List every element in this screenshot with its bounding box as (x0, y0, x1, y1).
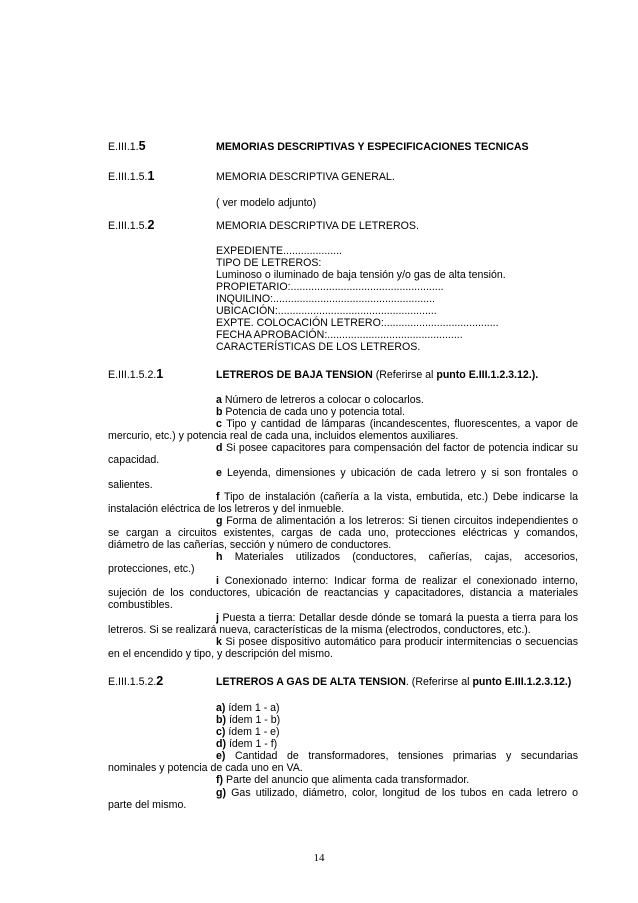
list-item-continuation: mercurio, etc.) y potencia real de cada una, incluidos elementos auxiliares. (108, 430, 459, 442)
list-item: i Conexionado interno: Indicar forma de realizar el conexionado interno, (216, 575, 578, 587)
list-item-continuation: en el encendido y tipo, y descripción del mismo. (108, 648, 333, 660)
list-item-continuation: protecciones, etc.) (108, 563, 195, 575)
list-item-continuation: salientes. (108, 479, 153, 491)
list-item-continuation: sujeción de los conductores, ubicación de reactancias y capacitadores, distancia a materiales (108, 587, 578, 599)
list-item-continuation: capacidad. (108, 454, 160, 466)
form-field: Luminoso o iluminado de baja tensión y/o gas de alta tensión. (216, 269, 506, 281)
section-title: LETREROS A GAS DE ALTA TENSION. (Referirse al punto E.III.1.2.3.12.) (216, 676, 572, 688)
form-field: EXPEDIENTE.................... (216, 245, 342, 257)
section-number: E.III.1.5.2.1 (108, 367, 164, 381)
list-item: c) ídem 1 - e) (216, 726, 280, 738)
list-item: b) ídem 1 - b) (216, 714, 281, 726)
list-item: e Leyenda, dimensiones y ubicación de cada letrero y si son frontales o (216, 467, 578, 479)
list-item: d) ídem 1 - f) (216, 738, 278, 750)
form-field: PROPIETARIO:.................................................... (216, 281, 444, 293)
section-title: MEMORIA DESCRIPTIVA GENERAL. (216, 171, 395, 183)
list-item-continuation: se cargan a circuitos existentes, cargas de cada uno, protecciones eléctricas y comandos, (108, 527, 578, 539)
list-item: a) ídem 1 - a) (216, 702, 280, 714)
list-item-continuation: instalación eléctrica de los letreros y del inmueble. (108, 503, 345, 515)
list-item: d Si posee capacitores para compensación del factor de potencia indicar su (216, 442, 578, 454)
list-item: f) Parte del anuncio que alimenta cada transformador. (216, 774, 470, 786)
section-number: E.III.1.5.1 (108, 169, 155, 183)
page-number: 14 (313, 852, 325, 864)
list-item-continuation: combustibles. (108, 599, 173, 611)
section-title: MEMORIAS DESCRIPTIVAS Y ESPECIFICACIONES TECNICAS (216, 141, 529, 153)
list-item-continuation: letreros. Si se realizará nueva, características de la misma (electrodos, conductores, etc.). (108, 624, 531, 636)
list-item: g) Gas utilizado, diámetro, color, longitud de los tubos en cada letrero o (216, 787, 578, 799)
form-field: INQUILINO:....................................................... (216, 293, 435, 305)
list-item-continuation: parte del mismo. (108, 799, 187, 811)
form-field: TIPO DE LETREROS: (216, 257, 322, 269)
list-item: c Tipo y cantidad de lámparas (incandescentes, fluorescentes, a vapor de (216, 418, 578, 430)
form-field: FECHA APROBACIÓN:.............................................. (216, 329, 463, 341)
list-item: e) Cantidad de transformadores, tensiones primarias y secundarias (216, 750, 578, 762)
list-item: k Si posee dispositivo automático para producir intermitencias o secuencias (216, 636, 578, 648)
section-number: E.III.1.5 (108, 139, 146, 153)
form-field: CARACTERÍSTICAS DE LOS LETREROS. (216, 341, 421, 353)
list-item-continuation: nominales y potencia de cada uno en VA. (108, 762, 303, 774)
section-number: E.III.1.5.2.2 (108, 674, 164, 688)
list-item: a Número de letreros a colocar o colocarlos. (216, 394, 424, 406)
section-title: MEMORIA DESCRIPTIVA DE LETREROS. (216, 220, 419, 232)
section-note: ( ver modelo adjunto) (216, 197, 317, 209)
list-item: b Potencia de cada uno y potencia total. (216, 406, 406, 418)
list-item: j Puesta a tierra: Detallar desde dónde se tomará la puesta a tierra para los (216, 612, 578, 624)
section-title: LETREROS DE BAJA TENSION (Referirse al punto E.III.1.2.3.12.). (216, 369, 539, 381)
list-item: h Materiales utilizados (conductores, cañerías, cajas, accesorios, (216, 551, 578, 563)
list-item: f Tipo de instalación (cañería a la vista, embutida, etc.) Debe indicarse la (216, 491, 578, 503)
list-item: g Forma de alimentación a los letreros: Si tienen circuitos independientes o (216, 515, 578, 527)
list-item-continuation: diámetro de las cañerías, sección y número de conductores. (108, 539, 392, 551)
section-number: E.III.1.5.2 (108, 218, 155, 232)
form-field: UBICACIÓN:...................................................... (216, 305, 437, 317)
form-field: EXPTE. COLOCACIÓN LETRERO:....................................... (216, 317, 499, 329)
